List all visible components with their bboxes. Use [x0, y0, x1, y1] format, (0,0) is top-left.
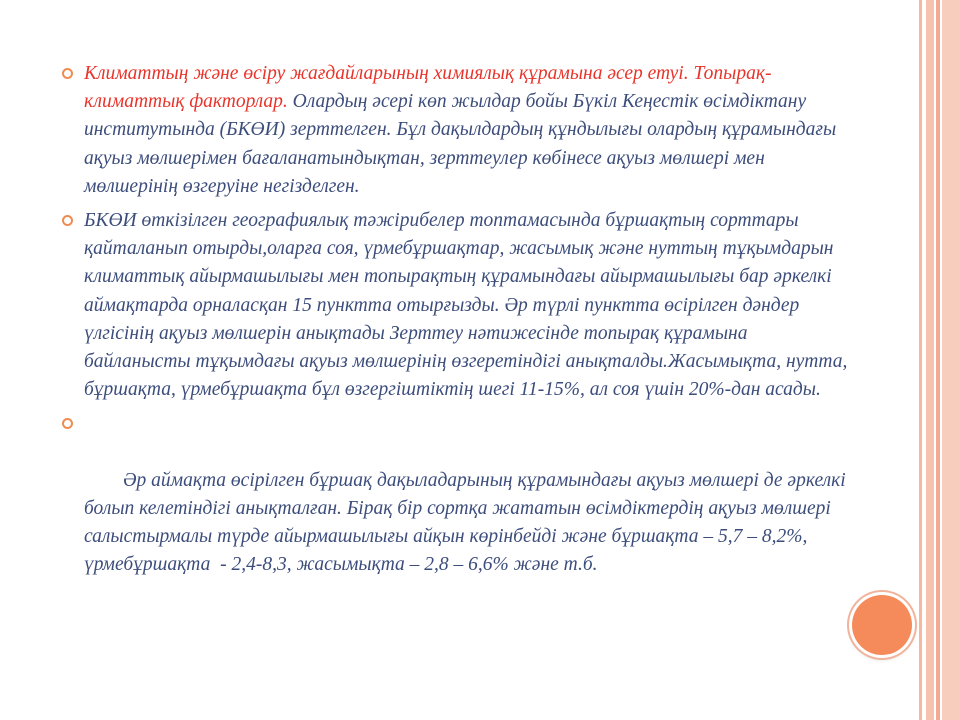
- bullet-paragraph-2: [62, 207, 852, 404]
- paragraph-text: Әр аймақта өсірілген бұршақ дақыладарының құрамындағы ақуыз мөлшері де әркелкі болып келетіндігі анықталған. Бірақ бір сортқа жататын өсімдіктердің ақуыз мөлшері салыстырмалы түрде айырмашылығы айқын көрінбейді және бұршақта – 5,7 – 8,2%, үрмебұршақта - 2,4-8,3, жасымықта – 2,8 – 6,6% және т.б.: [84, 469, 851, 576]
- decorative-rail: [936, 0, 940, 720]
- bullet-ring-icon: [62, 68, 73, 79]
- bullet-paragraph-1: [62, 60, 852, 201]
- paragraph-text: Олардың әсері көп жылдар бойы Бүкіл Кеңестік өсімдіктану институтында (БКӨИ) зерттелген. Бұл дақылдардың құндылығы олардың құрамындағы ақуыз мөлшерімен бағаланатындықтан, зерттеулер көбінесе ақуыз мөлшері мен мөлшерінің өзгеруіне негізделген.: [84, 91, 837, 197]
- paragraph-text: БКӨИ өткізілген географиялық тәжірибелер топтамасында бұршақтың сорттары қайталанып отырды,оларға соя, үрмебұршақтар, жасымық және нуттың тұқымдарын климаттық айырмашылығы мен топырақтың құрамындағы айырмашылығы бар әркелкі аймақтарда орналасқан 15 пунктта отырғызды. Әр түрлі пунктта өсірілген дәндер үлгісінің ақуыз мөлшерін анықтады Зерттеу нәтижесінде топырақ құрамына байланысты тұқымдағы ақуыз мөлшерінің өзгеретіндігі анықталды.Жасымықта, нутта, бұршақта, үрмебұршақта бұл өзгергіштіктің шегі 11-15%, ал соя үшін 20%-дан асады.: [84, 210, 848, 401]
- slide-body: [62, 60, 852, 608]
- decorative-rail: [919, 0, 922, 720]
- bullet-ring-icon: [62, 215, 73, 226]
- accent-circle-icon: [852, 595, 912, 655]
- bullet-paragraph-3: [62, 410, 852, 607]
- decorative-rail: [926, 0, 934, 720]
- decorative-rail: [942, 0, 960, 720]
- paragraph-highlight: Климаттың және өсіру жағдайларының химиялық құрамына әсер етуі. Топырақ-климаттық факторлар.: [84, 63, 772, 113]
- bullet-ring-icon: [62, 418, 73, 429]
